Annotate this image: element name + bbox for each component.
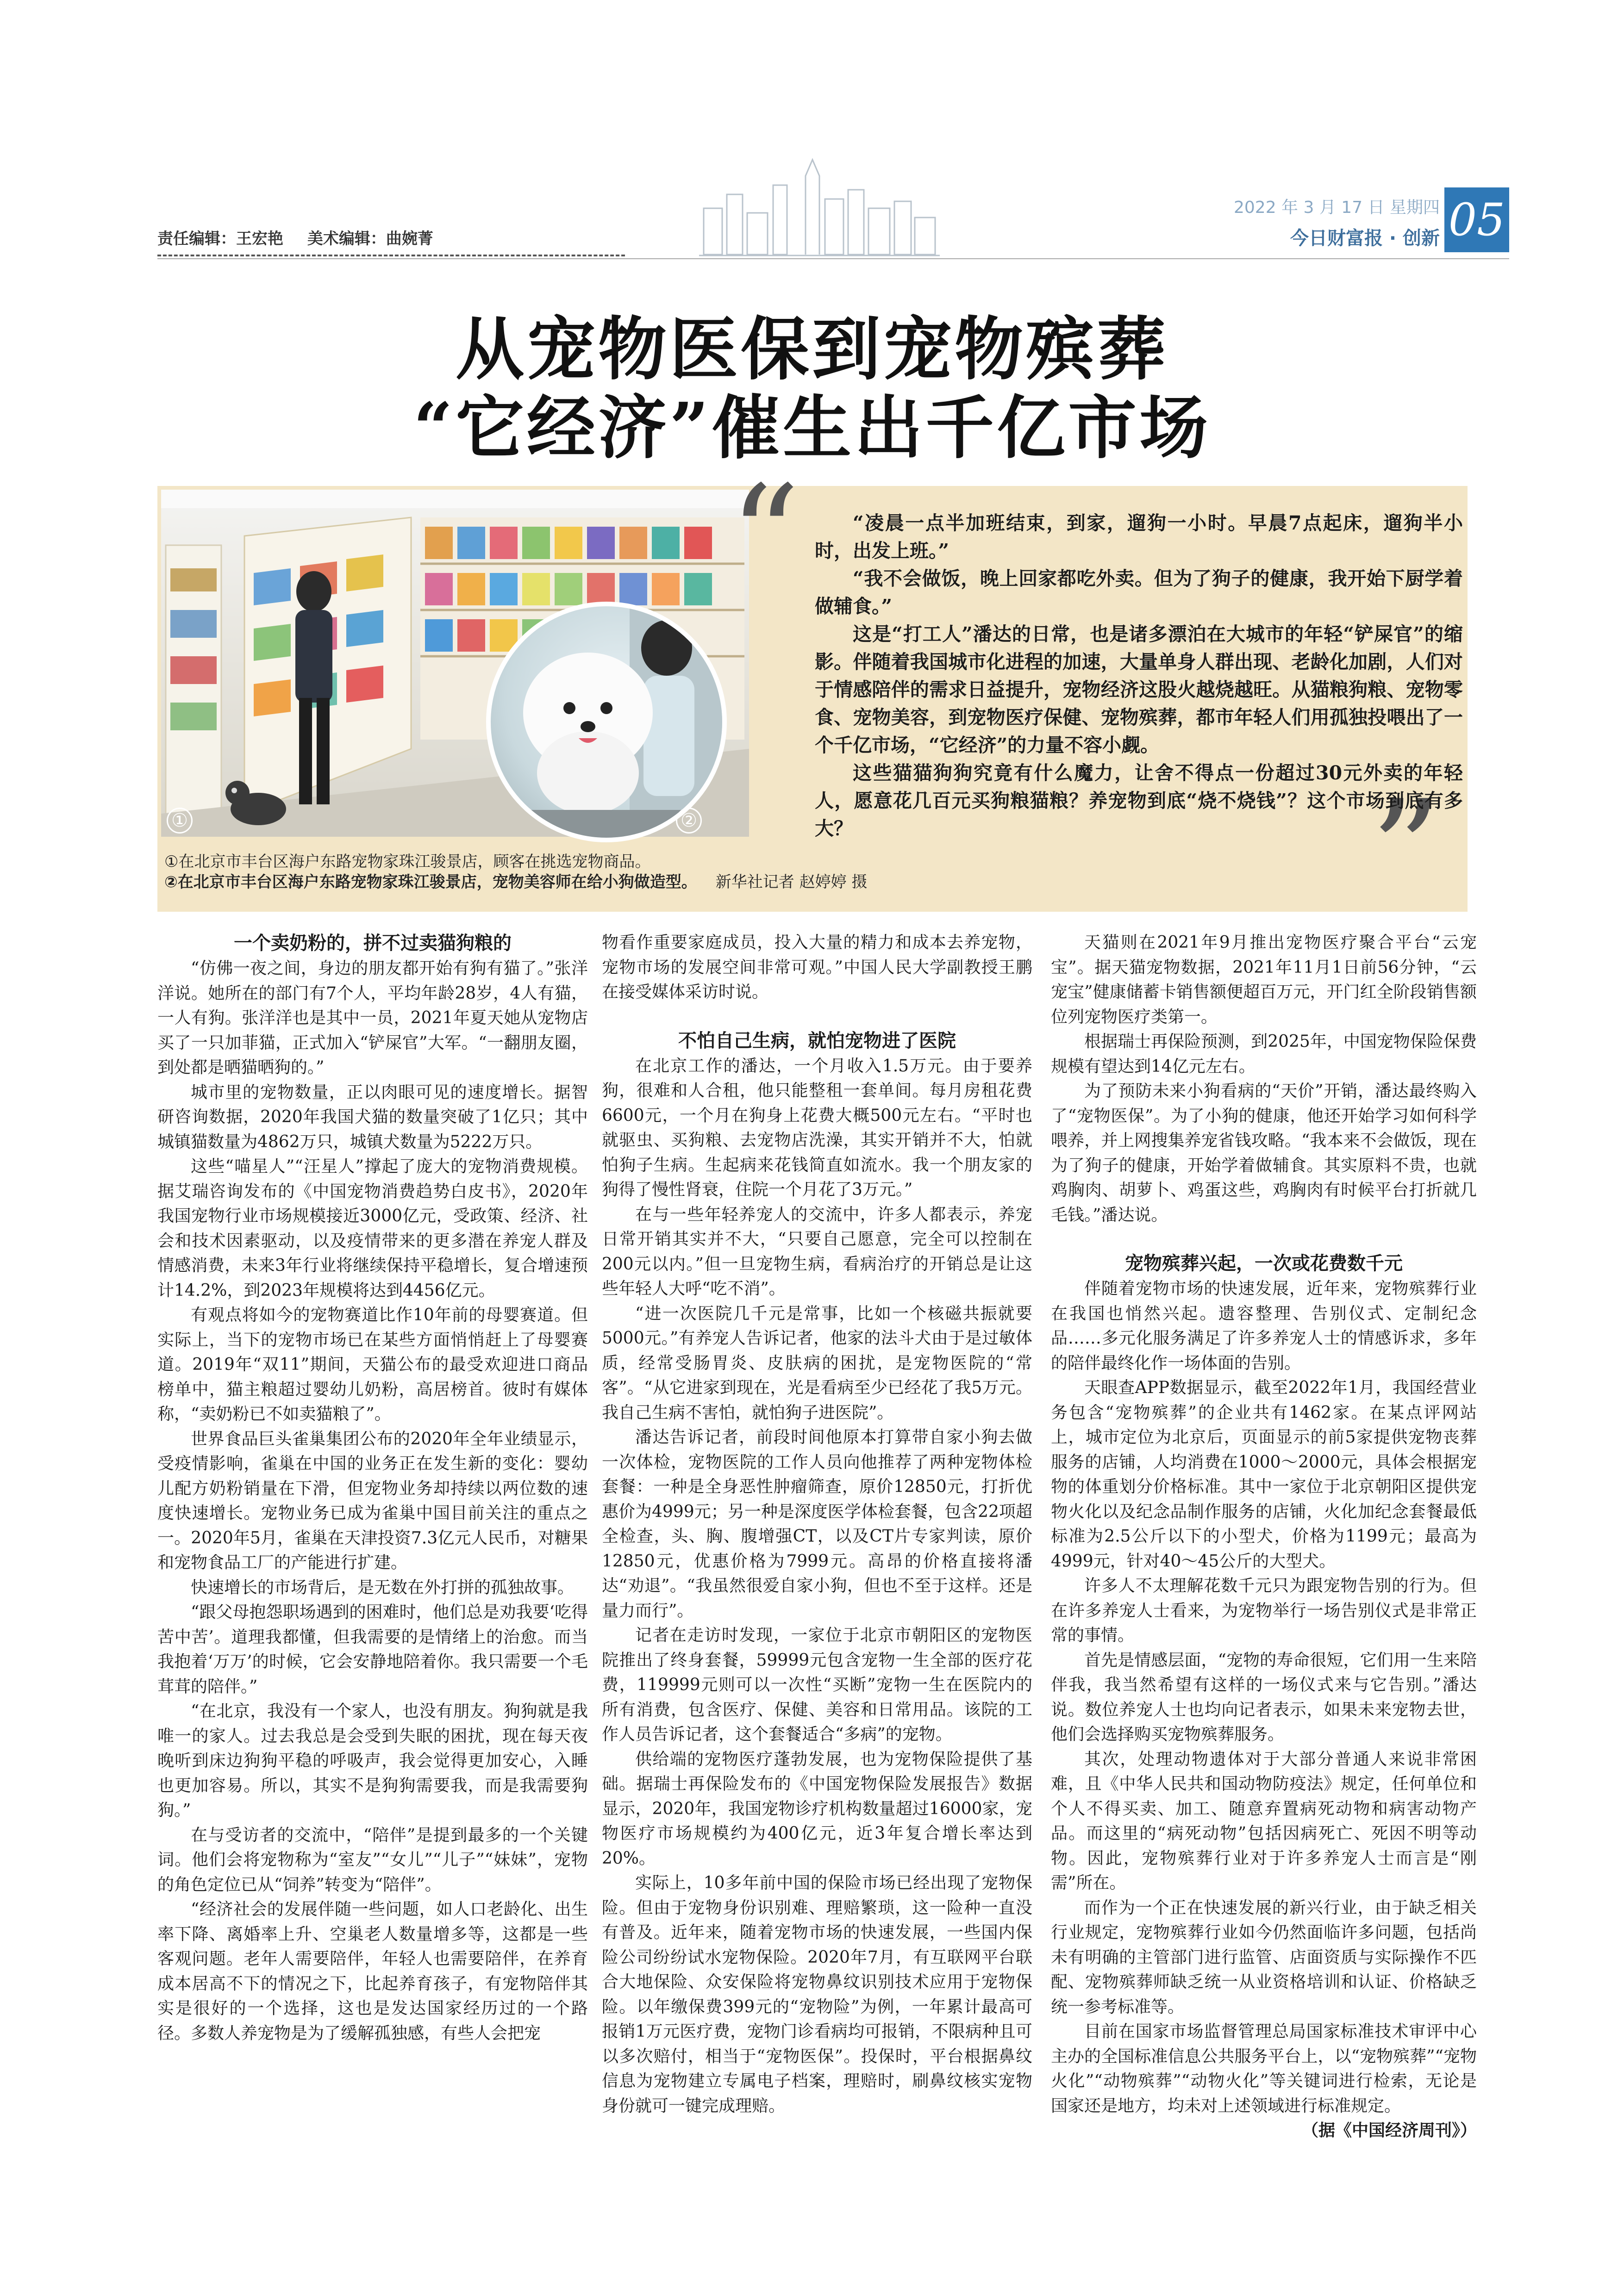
paper-name: 今日财富报 · 创新 — [1290, 228, 1440, 249]
paragraph: 天眼查APP数据显示，截至2022年1月，我国经营业务包含“宠物殡葬”的企业共有1462家。在某点评网站上，城市定位为北京后，页面显示的前5家提供宠物丧葬服务的店铺，人均消费在1000～2000元，具体会根据宠物的体重划分价格标准。其中一家位于北京朝阳区提供宠物火化以及纪念品制作服务的店铺，火化加纪念套餐最低标准为2.5公斤以下的小型犬，价格为1199元；最高为4999元，针对40～45公斤的大型犬。 — [1051, 1378, 1477, 1571]
photo-caption — [164, 852, 998, 892]
photo-number-1: ① — [167, 808, 193, 834]
section-heading: 一个卖奶粉的，拼不过卖猫狗粮的 — [234, 933, 512, 954]
paragraph: 供给端的宠物医疗蓬勃发展，也为宠物保险提供了基础。据瑞士再保险发布的《中国宠物保险发展报告》数据显示，2020年，我国宠物诊疗机构数量超过16000家，宠物医疗市场规模约为400亿元，近3年复合增长率达到20%。 — [602, 1749, 1032, 1868]
caption-2: ②在北京市丰台区海户东路宠物家珠江骏景店，宠物美容师在给小狗做造型。 — [164, 873, 697, 891]
caption-2-row — [164, 872, 998, 892]
section-heading: 宠物殡葬兴起，一次或花费数千元 — [1125, 1253, 1403, 1274]
paragraph: 而作为一个正在快速发展的新兴行业，由于缺乏相关行业规定，宠物殡葬行业如今仍然面临许多问题，包括尚未有明确的主管部门进行监管、店面资质与实际操作不匹配、宠物殡葬师缺乏统一从业资格培训和认证、价格缺乏统一参考标准等。 — [1051, 1898, 1477, 2016]
paragraph: 世界食品巨头雀巢集团公布的2020年全年业绩显示，受疫情影响，雀巢在中国的业务正在发生新的变化：婴幼儿配方奶粉销量在下滑，但宠物业务却持续以两位数的速度快速增长。宠物业务已成为雀巢中国目前关注的重点之一。2020年5月，雀巢在天津投资7.3亿元人民币，对糖果和宠物食品工厂的产能进行扩建。 — [157, 1429, 588, 1572]
paragraph: “进一次医院几千元是常事，比如一个核磁共振就要5000元。”有养宠人告诉记者，他家的法斗犬由于是过敏体质，经常受肠胃炎、皮肤病的困扰，是宠物医院的“常客”。“从它进家到现在，光是看病至少已经花了我5万元。我自己生病不害怕，就怕狗子进医院”。 — [602, 1304, 1032, 1422]
paragraph: 潘达告诉记者，前段时间他原本打算带自家小狗去做一次体检，宠物医院的工作人员向他推荐了两种宠物体检套餐：一种是全身恶性肿瘤筛查，原价12850元，打折优惠价为4999元；另一种是深度医学体检套餐，包含22项超全检查，头、胸、腹增强CT，以及CT片专家判读，原价12850元，优惠价格为7999元。高昂的价格直接将潘达“劝退”。“我虽然很爱自家小狗，但也不至于这样。还是量力而行”。 — [602, 1428, 1032, 1620]
open-quote-mark: “ — [729, 456, 800, 617]
intro-paragraph: “凌晨一点半加班结束，到家，遛狗一小时。早晨7点起床，遛狗半小时，出发上班。” — [815, 512, 1463, 562]
photo-dog-grooming — [486, 602, 727, 842]
paragraph: 实际上，10多年前中国的保险市场已经出现了宠物保险。但由于宠物身份识别难、理赔繁琐，这一险种一直没有普及。近年来，随着宠物市场的快速发展，一些国内保险公司纷纷试水宠物保险。2020年7月，有互联网平台联合大地保险、众安保险将宠物鼻纹识别技术应用于宠物保险。以年缴保费399元的“宠物险”为例，一年累计最高可报销1万元医疗费，宠物门诊看病均可报销，不限病种且可以多次赔付，相当于“宠物医保”。投保时，平台根据鼻纹信息为宠物建立专属电子档案，理赔时，刷鼻纹核实宠物身份就可一键完成理赔。 — [602, 1873, 1032, 2116]
paragraph: 有观点将如今的宠物赛道比作10年前的母婴赛道。但实际上，当下的宠物市场已在某些方面悄悄赶上了母婴赛道。2019年“双11”期间，天猫公布的最受欢迎进口商品榜单中，猫主粮超过婴幼儿奶粉，高居榜首。彼时有媒体称，“卖奶粉已不如卖猫粮了”。 — [157, 1306, 588, 1424]
paragraph: 为了预防未来小狗看病的“天价”开销，潘达最终购入了“宠物医保”。为了小狗的健康，他还开始学习如何科学喂养，并上网搜集养宠省钱攻略。“我本来不会做饭，现在为了狗子的健康，开始学着做辅食。其实原料不贵，也就鸡胸肉、胡萝卜、鸡蛋这些，鸡胸肉有时候平台打折就几毛钱。”潘达说。 — [1051, 1082, 1477, 1225]
skyline-logo — [699, 157, 940, 259]
paragraph: 在与一些年轻养宠人的交流中，许多人都表示，养宠日常开销其实并不大，“只要自己愿意，完全可以控制在200元以内。”但一旦宠物生病，看病治疗的开销总是让这些年轻人大呼“吃不消”。 — [602, 1205, 1032, 1298]
caption-1: ①在北京市丰台区海户东路宠物家珠江骏景店，顾客在挑选宠物商品。 — [164, 852, 651, 871]
intro-paragraph: “我不会做饭，晚上回家都吃外卖。但为了狗子的健康，我开始下厨学着做辅食。” — [815, 567, 1463, 617]
close-quote-mark: ” — [1370, 771, 1442, 932]
paragraph: 伴随着宠物市场的快速发展，近年来，宠物殡葬行业在我国也悄然兴起。遗容整理、告别仪式、定制纪念品……多元化服务满足了许多养宠人士的情感诉求，多年的陪伴最终化作一场体面的告别。 — [1051, 1279, 1477, 1373]
headline-line-1: 从宠物医保到宠物殡葬 — [456, 309, 1168, 389]
paragraph: 记者在走访时发现，一家位于北京市朝阳区的宠物医院推出了终身套餐，59999元包含宠物一生全部的医疗花费，119999元则可以一次性“买断”宠物一生在医院内的所有消费，包含医疗、保健、美容和日常用品。该院的工作人员告诉记者，这个套餐适合“多病”的宠物。 — [602, 1626, 1032, 1744]
paragraph: 物看作重要家庭成员，投入大量的精力和成本去养宠物，宠物市场的发展空间非常可观。”中国人民大学副教授王鹏在接受媒体采访时说。 — [602, 933, 1032, 1002]
intro-paragraph: 这些猫猫狗狗究竟有什么魔力，让舍不得点一份超过30元外卖的年轻人，愿意花几百元买狗粮猫粮？养宠物到底“烧不烧钱”？这个市场到底有多大？ — [815, 762, 1463, 840]
paragraph: “经济社会的发展伴随一些问题，如人口老龄化、出生率下降、离婚率上升、空巢老人数量增多等，这都是一些客观问题。老年人需要陪伴，年轻人也需要陪伴，在养育成本居高不下的情况之下，比起养育孩子，有宠物陪伴其实是很好的一个选择，这也是发达国家经历过的一个路径。多数人养宠物是为了缓解孤独感，有些人会把宠 — [157, 1900, 588, 2043]
header-dotted-rule — [157, 255, 625, 256]
paragraph: 其次，处理动物遗体对于大部分普通人来说非常困难，且《中华人民共和国动物防疫法》规定，任何单位和个人不得买卖、加工、随意弃置病死动物和病害动物产品。而这里的“病死动物”包括因病死亡、死因不明等动物。因此，宠物殡葬行业对于许多养宠人士而言是“刚需”所在。 — [1051, 1749, 1477, 1892]
paragraph: 这些“喵星人”“汪星人”撑起了庞大的宠物消费规模。据艾瑞咨询发布的《中国宠物消费趋势白皮书》，2020年我国宠物行业市场规模接近3000亿元，受政策、经济、社会和技术因素驱动，以及疫情带来的更多潜在养宠人群及情感消费，未来3年行业将继续保持平稳增长，复合增速预计14.2%，到2023年规模将达到4456亿元。 — [157, 1157, 588, 1300]
intro-text — [815, 509, 1463, 842]
article-column-3 — [1051, 930, 1477, 2143]
paragraph: “仿佛一夜之间，身边的朋友都开始有狗有猫了。”张洋洋说。她所在的部门有7个人，平均年龄28岁，4人有猫，一人有狗。张洋洋也是其中一员，2021年夏天她从宠物店买了一只加菲猫，正式加入“铲屎官”大军。“一翻朋友圈，到处都是晒猫晒狗的。” — [157, 959, 588, 1077]
paragraph: 城市里的宠物数量，正以肉眼可见的速度增长。据智研咨询数据，2020年我国犬猫的数量突破了1亿只；其中城镇猫数量为4862万只，城镇犬数量为5222万只。 — [157, 1083, 588, 1151]
paragraph: “跟父母抱怨职场遇到的困难时，他们总是劝我要‘吃得苦中苦’。道理我都懂，但我需要的是情绪上的治愈。而当我抱着‘万万’的时候，它会安静地陪着你。我只需要一个毛茸茸的陪伴。” — [157, 1603, 588, 1696]
photo-number-2: ② — [676, 808, 702, 834]
dog-grooming-illustration — [491, 606, 722, 838]
paragraph: 根据瑞士再保险预测，到2025年，中国宠物保险保费规模有望达到14亿元左右。 — [1051, 1032, 1477, 1076]
masthead — [1125, 187, 1509, 257]
issue-date: 2022 年 3 月 17 日 星期四 — [1234, 198, 1440, 217]
paragraph: 快速增长的市场背后，是无数在外打拼的孤独故事。 — [191, 1578, 575, 1597]
paragraph: 在与受访者的交流中，“陪伴”是提到最多的一个关键词。他们会将宠物称为“室友”“女儿”“儿子”“妹妹”，宠物的角色定位已从“饲养”转变为“陪伴”。 — [157, 1825, 588, 1894]
editor: 责任编辑：王宏艳 — [157, 230, 283, 248]
section-heading: 不怕自己生病，就怕宠物进了医院 — [678, 1030, 956, 1052]
paragraph: 首先是情感层面，“宠物的寿命很短，它们用一生来陪伴我，我当然希望有这样的一场仪式来与它告别。”潘达说。数位养宠人士也均向记者表示，如果未来宠物去世，他们会选择购买宠物殡葬服务。 — [1051, 1650, 1477, 1744]
paragraph: 天猫则在2021年9月推出宠物医疗聚合平台“云宠宝”。据天猫宠物数据，2021年11月1日前56分钟，“云宠宝”健康储蓄卡销售额便超百万元，开门红全阶段销售额位列宠物医疗类第一。 — [1051, 933, 1477, 1027]
intro-paragraph: 这是“打工人”潘达的日常，也是诸多漂泊在大城市的年轻“铲屎官”的缩影。伴随着我国城市化进程的加速，大量单身人群出现、老龄化加剧，人们对于情感陪伴的需求日益提升，宠物经济这股火越烧越旺。从猫粮狗粮、宠物零食、宠物美容，到宠物医疗保健、宠物殡葬，都市年轻人们用孤独投喂出了一个千亿市场，“它经济”的力量不容小觑。 — [815, 623, 1463, 756]
page-number: 05 — [1444, 187, 1509, 252]
photo-credit: 新华社记者 赵婷婷 摄 — [715, 873, 868, 891]
article-column-2 — [602, 930, 1032, 2118]
headline-line-2: “它经济”催生出千亿市场 — [413, 387, 1211, 468]
article-column-1 — [157, 930, 588, 2046]
art-editor: 美术编辑：曲婉菁 — [307, 230, 433, 248]
paragraph: 在北京工作的潘达，一个月收入1.5万元。由于要养狗，很难和人合租，他只能整租一套单间。每月房租花费6600元，一个月在狗身上花费大概500元左右。“平时也就驱虫、买狗粮、去宠物店洗澡，其实开销并不大，怕就怕狗子生病。生起病来花钱简直如流水。我一个朋友家的狗得了慢性肾衰，住院一个月花了3万元。” — [602, 1056, 1032, 1199]
header-rule — [157, 258, 1509, 259]
paragraph: 许多人不太理解花数千元只为跟宠物告别的行为。但在许多养宠人士看来，为宠物举行一场告别仪式是非常正常的事情。 — [1051, 1576, 1477, 1645]
paragraph: 目前在国家市场监督管理总局国家标准技术审评中心主办的全国标准信息公共服务平台上，以“宠物殡葬”“宠物火化”“动物殡葬”“动物火化”等关键词进行检索，无论是国家还是地方，均未对上述领域进行标准规定。 — [1051, 2022, 1477, 2116]
editor-credits — [157, 226, 452, 249]
article-source: （据《中国经济周刊》） — [1301, 2121, 1477, 2140]
paragraph: “在北京，我没有一个家人，也没有朋友。狗狗就是我唯一的家人。过去我总是会受到失眠的困扰，现在每天夜晚听到床边狗狗平稳的呼吸声，我会觉得更加安心，入睡也更加容易。所以，其实不是狗狗需要我，而是我需要狗狗。” — [157, 1702, 588, 1820]
